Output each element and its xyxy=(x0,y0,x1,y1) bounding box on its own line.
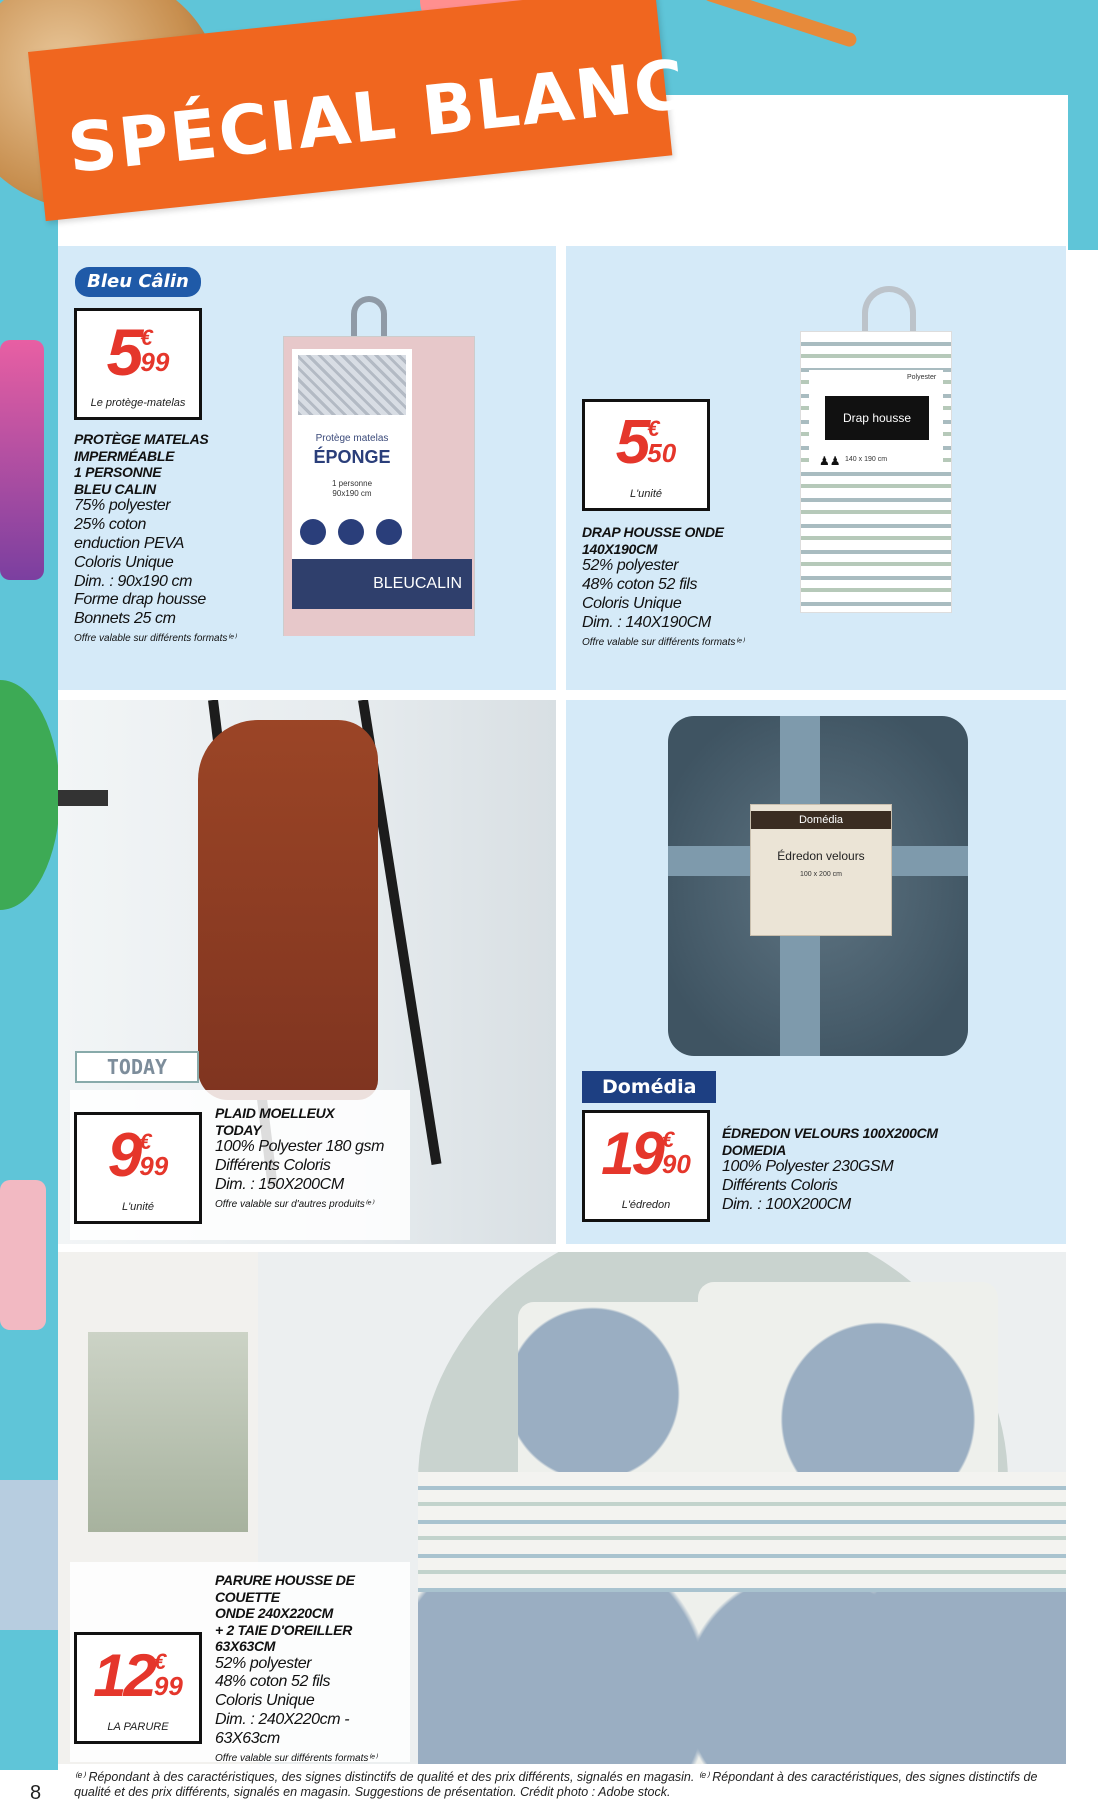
package-line: 1 personne xyxy=(331,479,373,488)
package-brand: Domédia xyxy=(751,811,891,829)
product-spec: Différents Coloris xyxy=(722,1176,838,1194)
price-box xyxy=(582,1110,710,1222)
product-title-line: 140X190CM xyxy=(582,540,658,557)
feature-icon xyxy=(376,519,402,545)
product-spec: enduction PEVA xyxy=(74,534,185,552)
page-number: 8 xyxy=(30,1782,42,1804)
price-integer: 5 xyxy=(615,408,648,477)
product-title-line: + 2 TAIE D'OREILLER 63X63CM xyxy=(215,1621,353,1655)
price-integer: 5 xyxy=(106,315,141,389)
product-title-line: IMPERMÉABLE xyxy=(74,447,175,464)
brand-logo-bleu-calin: Bleu Câlin xyxy=(75,267,201,297)
product-spec: Forme drap housse xyxy=(74,591,206,609)
product-spec: 100% Polyester 180 gsm xyxy=(215,1138,385,1156)
offer-note: Offre valable sur différents formats⁽ᵉ⁾ xyxy=(215,1752,378,1764)
product-spec: Dim. : 150X200CM xyxy=(215,1175,344,1193)
product-title-line: PLAID MOELLEUX xyxy=(215,1105,335,1121)
product-title-line: DOMEDIA xyxy=(722,1141,787,1158)
edredon-photo xyxy=(668,716,968,1056)
package-material: Polyester xyxy=(907,374,937,381)
price-integer: 19 xyxy=(601,1120,662,1187)
product-panel-parure[interactable] xyxy=(58,1252,1066,1764)
price-cents: 99 xyxy=(140,347,170,377)
product-title-line: PROTÈGE MATELAS xyxy=(74,431,209,447)
product-spec: 75% polyester xyxy=(74,497,171,515)
price-integer: 9 xyxy=(107,1121,140,1190)
detergent-bottle-photo xyxy=(0,340,44,580)
price-box xyxy=(74,1112,202,1224)
product-spec: Bonnets 25 cm xyxy=(74,610,176,628)
banner-title: SPÉCIAL BLANC xyxy=(64,45,690,190)
feature-icon xyxy=(338,519,364,545)
product-title-line: BLEU CALIN xyxy=(74,480,156,497)
package-dims: 100 x 200 cm xyxy=(799,871,843,878)
hanger-hook xyxy=(862,286,916,336)
package-label: Drap housse xyxy=(825,396,929,440)
product-panel-drap-housse[interactable] xyxy=(566,246,1066,690)
product-title-line: DRAP HOUSSE ONDE xyxy=(582,524,724,540)
hanger-hook xyxy=(351,296,387,340)
product-description xyxy=(215,1105,405,1210)
product-spec: 48% coton 52 fils xyxy=(215,1673,331,1691)
product-spec: Différents Coloris xyxy=(215,1156,331,1174)
product-title-line: ÉDREDON VELOURS 100X200CM xyxy=(722,1125,938,1141)
price-unit: L'unité xyxy=(121,1201,155,1213)
price-box xyxy=(582,399,710,511)
price-unit: L'édredon xyxy=(621,1199,671,1211)
price-cents: 50 xyxy=(647,438,677,468)
product-spec: 100% Polyester 230GSM xyxy=(722,1158,894,1176)
product-spec: Dim. : 240X220cm - xyxy=(215,1711,350,1729)
stool xyxy=(58,790,108,806)
package-brand-logo: BLEUCALIN xyxy=(292,559,472,609)
price-unit: L'unité xyxy=(629,488,663,500)
spray-bottle-photo xyxy=(0,1180,46,1330)
package-label: Édredon velours xyxy=(777,849,865,863)
product-spec: Dim. : 100X200CM xyxy=(722,1195,851,1213)
offer-note: Offre valable sur différents formats⁽ᵉ⁾ xyxy=(582,636,745,648)
price-currency: € xyxy=(661,1127,675,1152)
product-panel-protege-matelas[interactable] xyxy=(58,246,556,690)
price-integer: 12 xyxy=(93,1642,154,1709)
product-spec: Coloris Unique xyxy=(74,553,174,571)
price-currency: € xyxy=(153,1649,167,1674)
product-panel-plaid[interactable] xyxy=(58,700,556,1244)
footer-legal-note: ⁽ᵉ⁾ Répondant à des caractéristiques, des signes distinctifs de qualité et des prix différents, signalés en magasin. ⁽ᵉ⁾ Répondant à des caractéristiques, des signes distinctifs de qualité et des prix différents, signalés en magasin. Suggestions de présentation. Crédit photo : Adobe stock. xyxy=(74,1770,1038,1799)
price-unit: Le protège-matelas xyxy=(90,397,186,409)
price-cents: 99 xyxy=(153,1671,183,1701)
brown-plaid xyxy=(198,720,378,1100)
feature-icon xyxy=(300,519,326,545)
product-spec: 25% coton xyxy=(74,515,147,533)
product-title-line: PARURE HOUSSE DE COUETTE xyxy=(215,1572,355,1605)
product-description xyxy=(582,524,772,648)
product-description xyxy=(722,1125,1042,1215)
product-spec: 48% coton 52 fils xyxy=(582,575,698,593)
product-spec: 52% polyester xyxy=(582,557,679,575)
product-title-line: TODAY xyxy=(215,1121,262,1138)
package-line: 90x190 cm xyxy=(332,489,372,498)
product-description xyxy=(215,1572,410,1764)
price-currency: € xyxy=(139,1129,152,1154)
price-cents: 99 xyxy=(139,1151,169,1181)
window-view xyxy=(88,1332,248,1532)
product-spec: Coloris Unique xyxy=(215,1692,315,1710)
package-line: Protège matelas xyxy=(315,433,389,444)
offer-note: Offre valable sur différents formats⁽ᵉ⁾ xyxy=(74,633,237,645)
protege-matelas-package-photo xyxy=(283,296,483,636)
drap-housse-package-photo xyxy=(796,286,996,616)
product-spec: Dim. : 140X190CM xyxy=(582,613,711,631)
product-panel-edredon[interactable] xyxy=(566,700,1066,1244)
towel-photo xyxy=(0,1480,58,1630)
product-spec: 63X63cm xyxy=(215,1730,280,1748)
package-label-card xyxy=(750,804,892,936)
product-title-line: ONDE 240X220CM xyxy=(215,1605,333,1622)
product-spec: Coloris Unique xyxy=(582,594,682,612)
brand-logo-today: TODAY xyxy=(75,1051,199,1083)
price-box xyxy=(74,308,202,420)
price-currency: € xyxy=(140,325,153,350)
price-unit: LA PARURE xyxy=(107,1721,169,1733)
product-spec: Dim. : 90x190 cm xyxy=(74,572,193,590)
people-icon: ♟♟ xyxy=(819,454,841,468)
product-spec: 52% polyester xyxy=(215,1654,312,1672)
brand-logo-domedia: Domédia xyxy=(582,1071,716,1103)
duvet-cover xyxy=(418,1592,1066,1764)
price-currency: € xyxy=(647,416,660,441)
package-dims: 140 x 190 cm xyxy=(845,456,888,463)
price-cents: 90 xyxy=(661,1149,691,1179)
product-description xyxy=(74,431,274,645)
price-box xyxy=(74,1632,202,1744)
package-title: ÉPONGE xyxy=(313,447,391,467)
offer-note: Offre valable sur d'autres produits⁽ᵉ⁾ xyxy=(215,1198,374,1210)
product-title-line: 1 PERSONNE xyxy=(74,464,162,481)
